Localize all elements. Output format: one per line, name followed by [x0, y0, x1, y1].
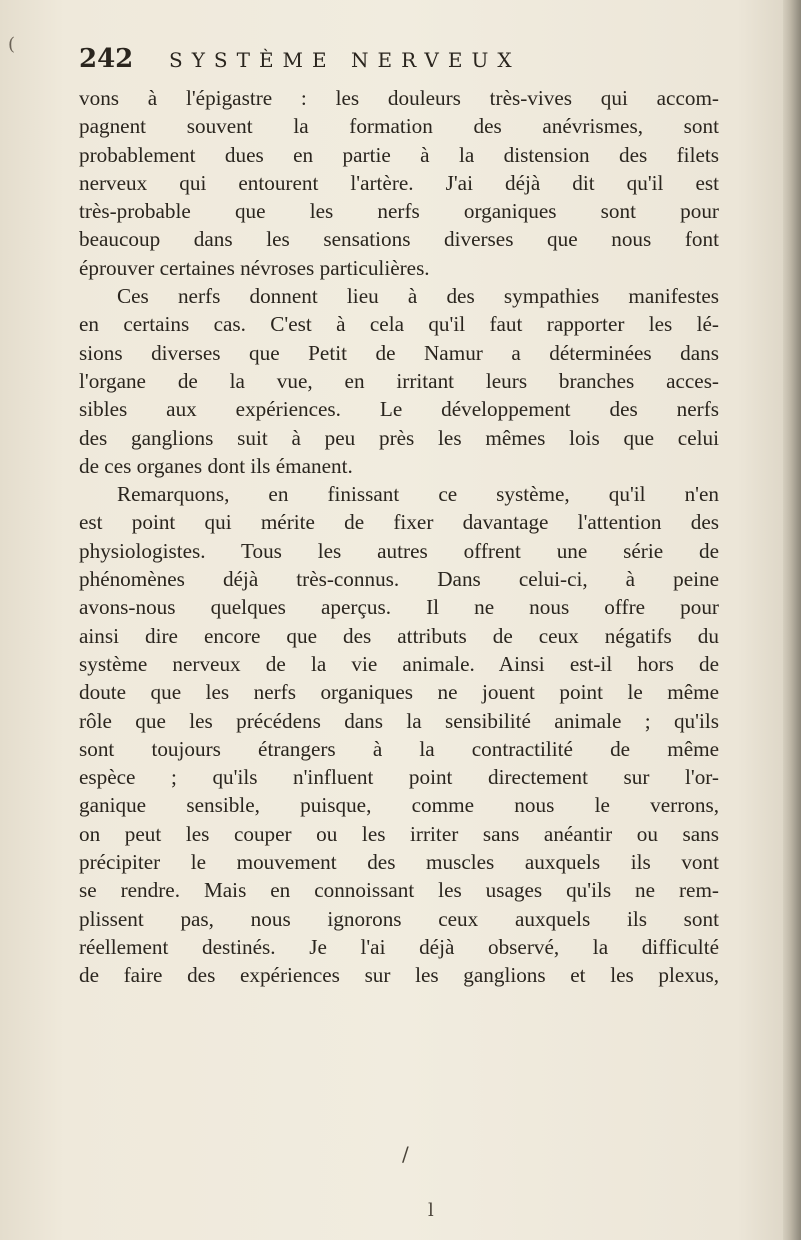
text-line: espèce ; qu'ils n'influent point directement sur l'or-	[79, 765, 719, 790]
text-line: avons-nous quelques aperçus. Il ne nous offre pour	[79, 595, 719, 620]
text-line: probablement dues en partie à la distension des filets	[79, 142, 719, 167]
margin-mark: (	[8, 34, 16, 55]
text-line: sibles aux expériences. Le développement des nerfs	[79, 397, 719, 422]
footer-mark-slash: /	[402, 1142, 409, 1166]
running-head-title: SYSTÈME NERVEUX	[169, 48, 521, 72]
text-line: pagnent souvent la formation des anévrismes, sont	[79, 114, 719, 139]
text-line: physiologistes. Tous les autres offrent une série de	[79, 538, 719, 563]
text-line: de ces organes dont ils émanent.	[79, 453, 353, 478]
running-head	[79, 40, 719, 80]
text-line: éprouver certaines névroses particulières.	[79, 255, 430, 280]
text-line: se rendre. Mais en connoissant les usages qu'ils ne rem-	[79, 878, 719, 903]
text-line: l'organe de la vue, en irritant leurs branches acces-	[79, 368, 719, 393]
text-line: on peut les couper ou les irriter sans anéantir ou sans	[79, 821, 719, 846]
text-line: ganique sensible, puisque, comme nous le verrons,	[79, 793, 719, 818]
text-line: phénomènes déjà très-connus. Dans celui-ci, à peine	[79, 567, 719, 592]
text-line: sont toujours étrangers à la contractilité de même	[79, 736, 719, 761]
text-line: doute que les nerfs organiques ne jouent point le même	[79, 680, 719, 705]
page-edge-shadow	[783, 0, 801, 1240]
page-number: 242	[79, 44, 134, 74]
body-text	[79, 84, 719, 990]
text-line: beaucoup dans les sensations diverses que nous font	[79, 227, 719, 252]
text-line: système nerveux de la vie animale. Ainsi est-il hors de	[79, 651, 719, 676]
text-line: précipiter le mouvement des muscles auxquels ils vont	[79, 850, 719, 875]
text-line: très-probable que les nerfs organiques sont pour	[79, 199, 719, 224]
footer-mark-tick: l	[428, 1200, 434, 1221]
text-line: est point qui mérite de fixer davantage l'attention des	[79, 510, 719, 535]
text-line: vons à l'épigastre : les douleurs très-vives qui accom-	[79, 86, 719, 110]
text-line: des ganglions suit à peu près les mêmes lois que celui	[79, 425, 719, 450]
text-line: Remarquons, en finissant ce système, qu'il n'en	[117, 482, 719, 507]
text-line: Ces nerfs donnent lieu à des sympathies manifestes	[117, 284, 719, 309]
text-line: ainsi dire encore que des attributs de ceux négatifs du	[79, 623, 719, 648]
text-line: réellement destinés. Je l'ai déjà observé, la difficulté	[79, 934, 719, 959]
text-line: plissent pas, nous ignorons ceux auxquels ils sont	[79, 906, 719, 931]
text-line: en certains cas. C'est à cela qu'il faut rapporter les lé-	[79, 312, 719, 337]
text-line: sions diverses que Petit de Namur a déterminées dans	[79, 340, 719, 365]
text-line: de faire des expériences sur les ganglions et les plexus,	[79, 963, 719, 988]
text-line: nerveux qui entourent l'artère. J'ai déjà dit qu'il est	[79, 170, 719, 195]
text-line: rôle que les précédens dans la sensibilité animale ; qu'ils	[79, 708, 719, 733]
